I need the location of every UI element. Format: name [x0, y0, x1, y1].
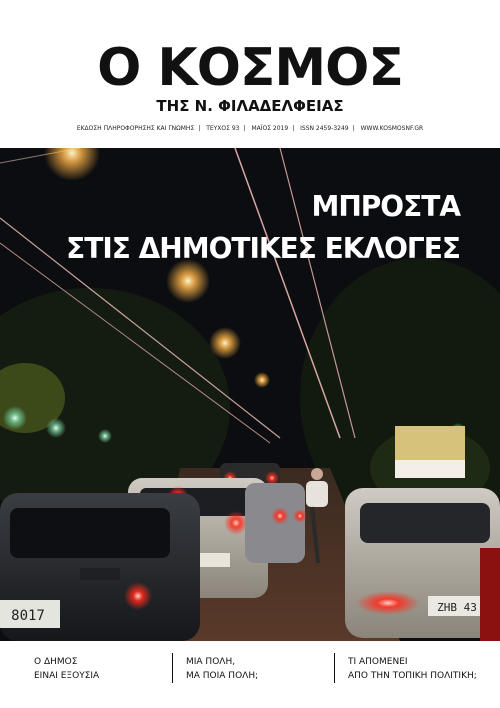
teaser-3: [348, 655, 477, 683]
info-separator: |: [292, 125, 295, 132]
headline-line-2: ΣΤΙΣ ΔΗΜΟΤΙΚΕΣ ΕΚΛΟΓΕΣ: [66, 232, 460, 265]
teaser-strip: [0, 641, 500, 708]
left-license-plate: 8017: [11, 608, 45, 624]
issn: ISSN 2459-3249: [300, 125, 349, 132]
teaser-2-line-2: ΜΑ ΠΟΙΑ ΠΟΛΗ;: [186, 671, 259, 681]
magazine-subtitle: ΤΗΣ Ν. ΦΙΛΑΔΕΛΦΕΙΑΣ: [156, 97, 344, 115]
info-separator: |: [352, 125, 355, 132]
right-license-plate: ZHB 43: [437, 601, 477, 614]
teaser-divider: [172, 653, 173, 683]
headline-line-1: ΜΠΡΟΣΤΑ: [311, 190, 460, 223]
teaser-3-line-1: ΤΙ ΑΠΟΜΕΝΕΙ: [348, 657, 408, 667]
masthead: [0, 0, 500, 148]
magazine-title: Ο ΚΟΣΜΟΣ: [97, 38, 403, 98]
teaser-1-line-2: ΕΙΝΑΙ ΕΞΟΥΣΙΑ: [34, 671, 100, 681]
info-separator: |: [198, 125, 201, 132]
teaser-3-line-2: ΑΠΟ ΤΗΝ ΤΟΠΙΚΗ ΠΟΛΙΤΙΚΗ;: [348, 671, 477, 681]
teaser-2-line-1: ΜΙΑ ΠΟΛΗ,: [186, 657, 236, 667]
teaser-1-line-1: Ο ΔΗΜΟΣ: [34, 657, 78, 667]
issue-info-line: [0, 124, 500, 134]
teaser-divider: [334, 653, 335, 683]
publication-tagline: ΕΚΔΟΣΗ ΠΛΗΡΟΦΟΡΗΣΗΣ ΚΑΙ ΓΝΩΜΗΣ: [76, 125, 195, 132]
teaser-2: [186, 655, 258, 683]
teaser-1: [34, 655, 99, 683]
website: WWW.KOSMOSNF.GR: [360, 125, 424, 132]
info-separator: |: [243, 125, 246, 132]
issue-date: ΜΑΪΟΣ 2019: [251, 125, 289, 132]
cover-headline: [66, 186, 460, 270]
issue-number: ΤΕΥΧΟΣ 93: [206, 125, 240, 132]
